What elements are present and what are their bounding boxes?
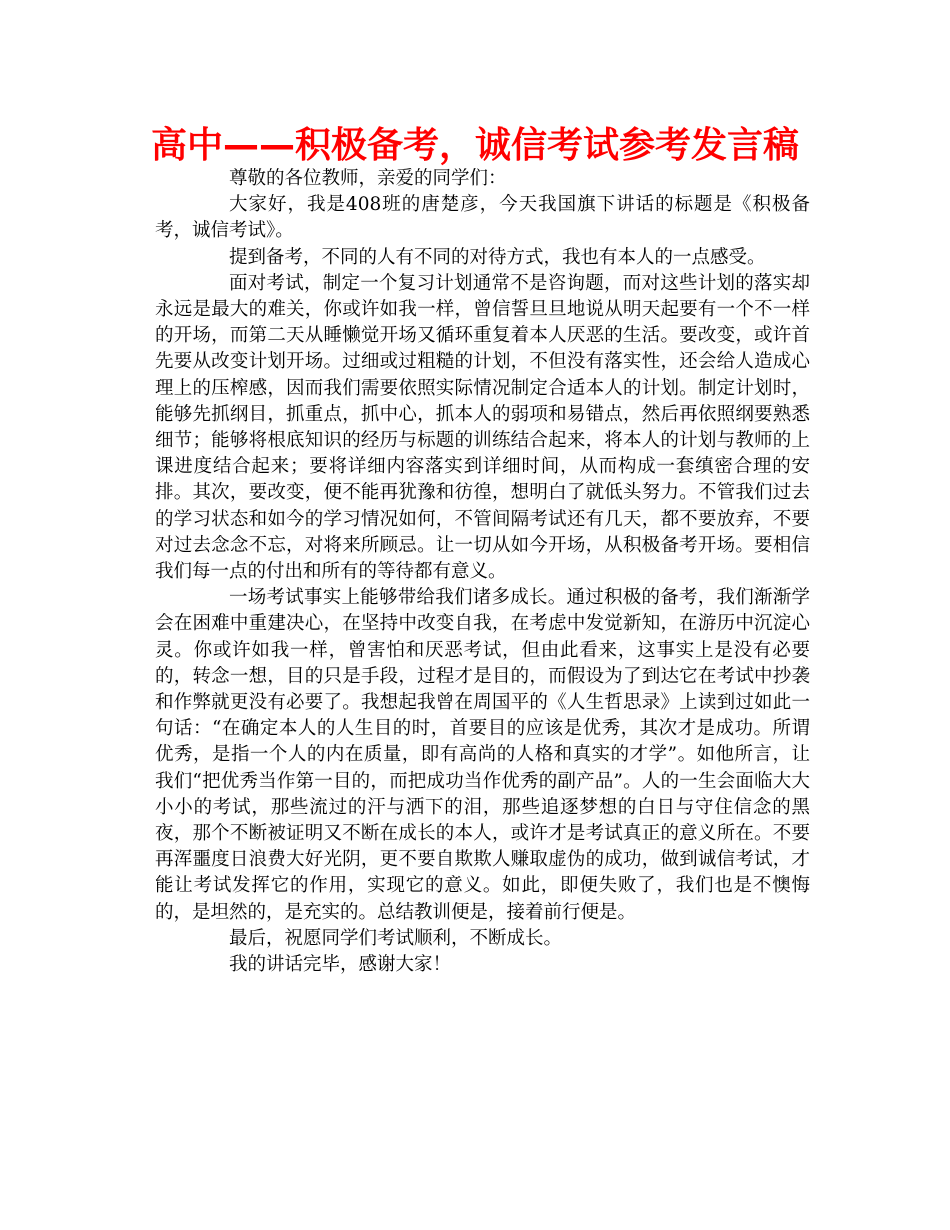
document-body: [155, 166, 810, 978]
salutation: 尊敬的各位教师，亲爱的同学们：: [229, 168, 507, 189]
paragraph-topic: 提到备考，不同的人有不同的对待方式，我也有本人的一点感受。: [229, 246, 766, 268]
paragraph-closing: 我的讲话完毕，感谢大家！: [229, 954, 452, 976]
paragraph-wishes: 最后，祝愿同学们考试顺利，不断成长。: [229, 927, 563, 949]
paragraph-plan: 面对考试，制定一个复习计划通常不是咨询题，而对这些计划的落实却永远是最大的难关，你或许如我一样，曾信誓旦旦地说从明天起要有一个不一样的开场，而第二天从睡懒觉开场又循环重复着本人厌恶的生活。要改变，或许首先要从改变计划开场。过细或过粗糙的计划，不但没有落实性，还会给人造成心理上的压榨感，因而我们需要依照实际情况制定合适本人的计划。制定计划时，能够先抓纲目，抓重点，抓中心，抓本人的弱项和易错点，然后再依照纲要熟悉细节；能够将根底知识的经历与标题的训练结合起来，将本人的计划与教师的上课进度结合起来；要将详细内容落实到详细时间，从而构成一套缜密合理的安排。其次，要改变，便不能再犹豫和彷徨，想明白了就低头努力。不管我们过去的学习状态和如今的学习情况如何，不管间隔考试还有几天，都不要放弃，不要对过去念念不忘，对将来所顾忌。让一切从如今开场，从积极备考开场。要相信我们每一点的付出和所有的等待都有意义。: [155, 272, 810, 583]
paragraph-growth: 一场考试事实上能够带给我们诸多成长。通过积极的备考，我们渐渐学会在困难中重建决心，在坚持中改变自我，在考虑中发觉新知，在游历中沉淀心灵。你或许如我一样，曾害怕和厌恶考试，但由此看来，这事实上是没有必要的，转念一想，目的只是手段，过程才是目的，而假设为了到达它在考试中抄袭和作弊就更没有必要了。我想起我曾在周国平的《人生哲思录》上读到过如此一句话：“在确定本人的人生目的时，首要目的应该是优秀，其次才是成功。所谓优秀，是指一个人的内在质量，即有高尚的人格和真实的才学”。如他所言，让我们“把优秀当作第一目的，而把成功当作优秀的副产品”。人的一生会面临大大小小的考试，那些流过的汗与洒下的泪，那些追逐梦想的白日与守住信念的黑夜，那个不断被证明又不断在成长的本人，或许才是考试真正的意义所在。不要再浑噩度日浪费大好光阴，更不要自欺欺人赚取虚伪的成功，做到诚信考试，才能让考试发挥它的作用，实现它的意义。如此，即便失败了，我们也是不懊悔的，是坦然的，是充实的。总结教训便是，接着前行便是。: [155, 587, 810, 923]
paragraph-intro: 大家好，我是408班的唐楚彦，今天我国旗下讲话的标题是《积极备考，诚信考试》。: [155, 194, 810, 242]
document-title: 高中——积极备考，诚信考试参考发言稿: [150, 125, 799, 166]
